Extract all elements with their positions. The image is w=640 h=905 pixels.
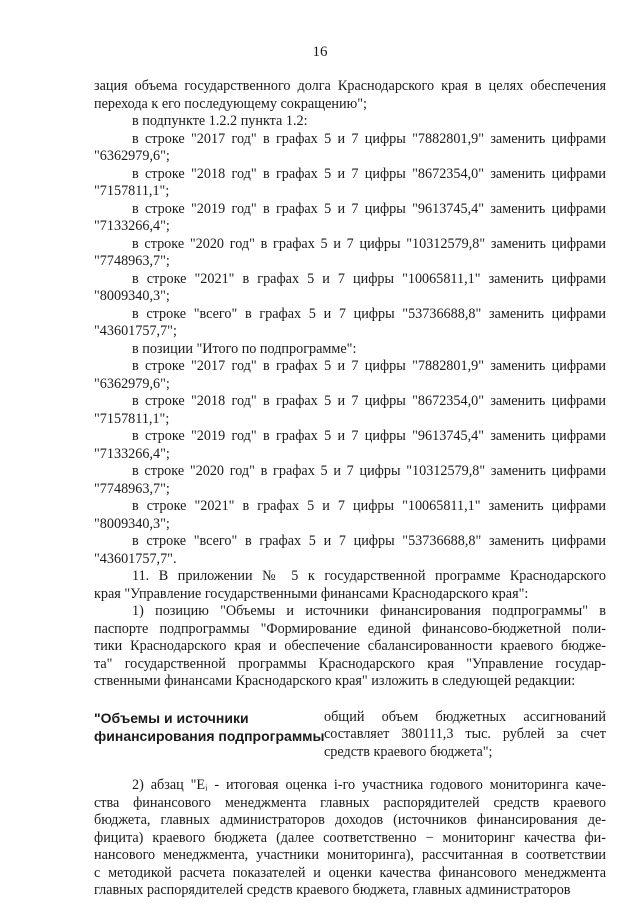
text-line: в строке "2020 год" в графах 5 и 7 цифры "10312579,8" заменить цифрами: [132, 235, 606, 252]
text-line: "8009340,3";: [94, 288, 170, 304]
text-line: паспорте подпрограммы "Формирование единой финансово-бюджетной поли-: [94, 620, 606, 637]
text-line: края "Управление государственными финансами Краснодарского края":: [94, 585, 529, 602]
paragraph: [94, 236, 606, 271]
text-line: 11. В приложении № 5 к государственной программе Краснодарского: [132, 568, 606, 584]
text-line: "7157811,1";: [94, 183, 170, 199]
text-line: общий объем бюджетных ассигнований: [324, 708, 606, 725]
text-line: "7157811,1";: [94, 410, 170, 427]
paragraph: [94, 498, 606, 533]
paragraph: [94, 166, 606, 201]
text-line: в подпункте 1.2.2 пункта 1.2:: [132, 113, 308, 129]
paragraph: [94, 603, 606, 691]
text-line: перехода к его последующему сокращению";: [94, 95, 367, 112]
paragraph: [94, 428, 606, 463]
text-line: зация объема государственного долга Краснодарского края в целях обеспечения: [94, 78, 606, 94]
text-line: 1) позицию "Объемы и источники финансирования подпрограммы" в: [132, 603, 606, 619]
text-line: тики Краснодарского края и обеспечение сбалансированности краевого бюдже-: [94, 638, 606, 654]
text-line: "7133266,4";: [94, 445, 170, 462]
text-line: "7748963,7";: [94, 480, 170, 497]
paragraph: [94, 533, 606, 568]
paragraph: [94, 358, 606, 393]
text-line: в строке "2018 год" в графах 5 и 7 цифры "8672354,0" заменить цифрами: [132, 165, 606, 182]
text-line: "Объемы и источники: [94, 709, 249, 726]
text-line: средств краевого бюджета";: [324, 743, 493, 760]
text-line: "7748963,7";: [94, 253, 170, 269]
paragraph: [94, 306, 606, 341]
text-line: та" государственной программы Краснодарского края "Управление государ-: [94, 655, 606, 672]
amendment-paragraph-2: [94, 777, 606, 900]
paragraph: [94, 78, 606, 113]
text-line: в позиции "Итого по подпрограмме":: [132, 340, 357, 357]
paragraph: [94, 271, 606, 306]
text-line: нансового менеджмента, участники мониторинга), рассчитанная в соответствии: [94, 847, 606, 863]
text-line: в строке "2017 год" в графах 5 и 7 цифры "7882801,9" заменить цифрами: [132, 130, 606, 147]
text-line: в строке "всего" в графах 5 и 7 цифры "53736688,8" заменить цифрами: [132, 533, 606, 549]
text-line: "7133266,4";: [94, 218, 170, 234]
paragraph: [94, 131, 606, 166]
text-line: в строке "2020 год" в графах 5 и 7 цифры "10312579,8" заменить цифрами: [132, 463, 606, 479]
document-body: [94, 78, 606, 900]
text-line: главных распорядителей средств краевого бюджета, главных администраторов: [94, 882, 571, 898]
text-line: в строке "2018 год" в графах 5 и 7 цифры "8672354,0" заменить цифрами: [132, 393, 606, 409]
table-cell-label: [94, 709, 325, 762]
text-line: 2) абзац "Eᵢ - итоговая оценка i-го участника годового мониторинга каче-: [132, 777, 606, 793]
text-line: составляет 380111,3 тыс. рублей за счет: [324, 726, 606, 742]
paragraph: [94, 393, 606, 428]
text-line: фицита) краевого бюджета (далее соответственно − мониторинг качества фи-: [94, 829, 606, 846]
text-line: в строке "2019 год" в графах 5 и 7 цифры "9613745,4" заменить цифрами: [132, 200, 606, 217]
text-line: в строке "всего" в графах 5 и 7 цифры "53736688,8" заменить цифрами: [132, 305, 606, 322]
text-line: бюджета, главных администраторов доходов (источников финансирования де-: [94, 812, 606, 828]
table-row-objemy: [94, 709, 606, 762]
text-line: в строке "2019 год" в графах 5 и 7 цифры "9613745,4" заменить цифрами: [132, 428, 606, 444]
text-line: "6362979,6";: [94, 148, 170, 164]
paragraph: [94, 568, 606, 603]
text-line: в строке "2021" в графах 5 и 7 цифры "10065811,1" заменить цифрами: [132, 270, 606, 287]
text-line: "43601757,7";: [94, 323, 177, 339]
amendment-list: [94, 78, 606, 691]
text-line: в строке "2017 год" в графах 5 и 7 цифры "7882801,9" заменить цифрами: [132, 358, 606, 374]
paragraph: [94, 113, 606, 131]
text-line: финансирования подпрограммы: [94, 727, 325, 744]
paragraph: [94, 463, 606, 498]
text-line: ства финансового менеджмента главных распорядителей средств краевого: [94, 794, 606, 811]
table-cell-value: [324, 709, 606, 762]
paragraph: [94, 341, 606, 359]
text-line: "43601757,7".: [94, 550, 177, 567]
page-number: 16: [312, 44, 328, 60]
text-line: "8009340,3";: [94, 515, 170, 532]
text-line: с методикой расчета показателей и оценки качества финансового менеджмента: [94, 864, 606, 881]
paragraph: [94, 777, 606, 900]
paragraph: [94, 201, 606, 236]
text-line: ственными финансами Краснодарского края" изложить в следующей редакции:: [94, 673, 576, 689]
text-line: "6362979,6";: [94, 375, 170, 392]
text-line: в строке "2021" в графах 5 и 7 цифры "10065811,1" заменить цифрами: [132, 498, 606, 514]
